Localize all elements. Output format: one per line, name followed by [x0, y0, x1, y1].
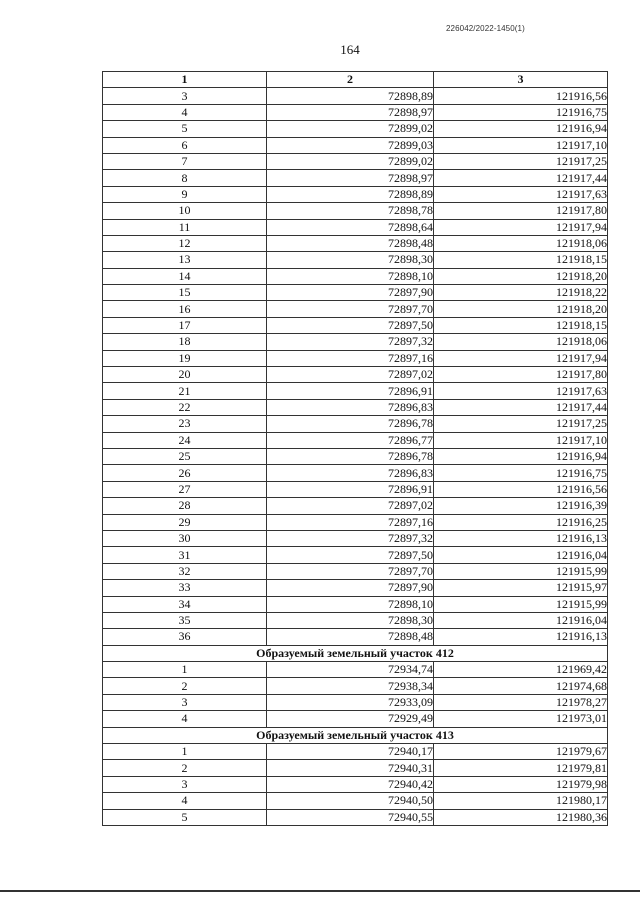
table-row: [103, 809, 608, 825]
point-number-cell: 6: [103, 137, 267, 153]
point-number-cell: 19: [103, 350, 267, 366]
x-coordinate-cell: 72938,34: [267, 678, 434, 694]
point-number-cell: 18: [103, 334, 267, 350]
table-row: [103, 121, 608, 137]
point-number-cell: 1: [103, 662, 267, 678]
y-coordinate-cell: 121980,36: [434, 809, 608, 825]
table-row: [103, 170, 608, 186]
x-coordinate-cell: 72898,97: [267, 104, 434, 120]
y-coordinate-cell: 121918,22: [434, 285, 608, 301]
point-number-cell: 36: [103, 629, 267, 645]
table-row: [103, 252, 608, 268]
y-coordinate-cell: 121969,42: [434, 662, 608, 678]
table-row: [103, 432, 608, 448]
point-number-cell: 3: [103, 694, 267, 710]
y-coordinate-cell: 121916,25: [434, 514, 608, 530]
x-coordinate-cell: 72898,10: [267, 596, 434, 612]
point-number-cell: 12: [103, 235, 267, 251]
x-coordinate-cell: 72896,78: [267, 416, 434, 432]
point-number-cell: 29: [103, 514, 267, 530]
x-coordinate-cell: 72897,32: [267, 530, 434, 546]
point-number-cell: 27: [103, 481, 267, 497]
table-row: [103, 776, 608, 792]
point-number-cell: 4: [103, 793, 267, 809]
y-coordinate-cell: 121916,56: [434, 88, 608, 104]
y-coordinate-cell: 121915,97: [434, 580, 608, 596]
point-number-cell: 16: [103, 301, 267, 317]
y-coordinate-cell: 121979,98: [434, 776, 608, 792]
x-coordinate-cell: 72929,49: [267, 711, 434, 727]
y-coordinate-cell: 121917,25: [434, 153, 608, 169]
point-number-cell: 5: [103, 809, 267, 825]
y-coordinate-cell: 121916,94: [434, 121, 608, 137]
table-row: [103, 367, 608, 383]
x-coordinate-cell: 72940,42: [267, 776, 434, 792]
x-coordinate-cell: 72896,83: [267, 465, 434, 481]
section-title-row: [103, 645, 608, 661]
x-coordinate-cell: 72896,91: [267, 481, 434, 497]
table-row: [103, 547, 608, 563]
point-number-cell: 2: [103, 678, 267, 694]
point-number-cell: 3: [103, 88, 267, 104]
table-row: [103, 317, 608, 333]
x-coordinate-cell: 72898,64: [267, 219, 434, 235]
y-coordinate-cell: 121917,10: [434, 137, 608, 153]
table-row: [103, 563, 608, 579]
y-coordinate-cell: 121974,68: [434, 678, 608, 694]
point-number-cell: 4: [103, 711, 267, 727]
table-row: [103, 711, 608, 727]
y-coordinate-cell: 121915,99: [434, 596, 608, 612]
table-row: [103, 416, 608, 432]
point-number-cell: 8: [103, 170, 267, 186]
table-row: [103, 448, 608, 464]
y-coordinate-cell: 121918,20: [434, 301, 608, 317]
point-number-cell: 31: [103, 547, 267, 563]
x-coordinate-cell: 72940,17: [267, 744, 434, 760]
x-coordinate-cell: 72897,32: [267, 334, 434, 350]
table-row: [103, 399, 608, 415]
table-row: [103, 137, 608, 153]
point-number-cell: 5: [103, 121, 267, 137]
table-row: [103, 481, 608, 497]
y-coordinate-cell: 121979,67: [434, 744, 608, 760]
point-number-cell: 30: [103, 530, 267, 546]
x-coordinate-cell: 72897,90: [267, 580, 434, 596]
table-row: [103, 580, 608, 596]
x-coordinate-cell: 72940,55: [267, 809, 434, 825]
table-row: [103, 678, 608, 694]
table-row: [103, 104, 608, 120]
table-row: [103, 662, 608, 678]
column-header: 3: [434, 72, 608, 88]
coordinates-table: [102, 71, 608, 826]
x-coordinate-cell: 72896,83: [267, 399, 434, 415]
x-coordinate-cell: 72897,02: [267, 498, 434, 514]
x-coordinate-cell: 72897,50: [267, 317, 434, 333]
x-coordinate-cell: 72897,02: [267, 367, 434, 383]
page-number: 164: [340, 42, 360, 57]
x-coordinate-cell: 72898,30: [267, 252, 434, 268]
point-number-cell: 32: [103, 563, 267, 579]
point-number-cell: 17: [103, 317, 267, 333]
x-coordinate-cell: 72896,77: [267, 432, 434, 448]
table-row: [103, 268, 608, 284]
point-number-cell: 3: [103, 776, 267, 792]
y-coordinate-cell: 121973,01: [434, 711, 608, 727]
y-coordinate-cell: 121916,56: [434, 481, 608, 497]
y-coordinate-cell: 121918,06: [434, 334, 608, 350]
point-number-cell: 13: [103, 252, 267, 268]
table-row: [103, 465, 608, 481]
point-number-cell: 1: [103, 744, 267, 760]
table-row: [103, 744, 608, 760]
section-title-row: [103, 727, 608, 743]
y-coordinate-cell: 121916,94: [434, 448, 608, 464]
y-coordinate-cell: 121916,04: [434, 547, 608, 563]
x-coordinate-cell: 72897,70: [267, 301, 434, 317]
table-row: [103, 514, 608, 530]
y-coordinate-cell: 121978,27: [434, 694, 608, 710]
footer-rule: [0, 890, 640, 892]
x-coordinate-cell: 72899,03: [267, 137, 434, 153]
y-coordinate-cell: 121917,94: [434, 350, 608, 366]
x-coordinate-cell: 72933,09: [267, 694, 434, 710]
table-row: [103, 596, 608, 612]
table-row: [103, 629, 608, 645]
point-number-cell: 10: [103, 203, 267, 219]
y-coordinate-cell: 121917,80: [434, 367, 608, 383]
y-coordinate-cell: 121918,20: [434, 268, 608, 284]
y-coordinate-cell: 121916,13: [434, 629, 608, 645]
table-row: [103, 301, 608, 317]
x-coordinate-cell: 72898,78: [267, 203, 434, 219]
point-number-cell: 28: [103, 498, 267, 514]
document-id: 226042/2022-1450(1): [446, 24, 525, 33]
y-coordinate-cell: 121917,80: [434, 203, 608, 219]
x-coordinate-cell: 72898,89: [267, 186, 434, 202]
y-coordinate-cell: 121918,06: [434, 235, 608, 251]
point-number-cell: 9: [103, 186, 267, 202]
table-row: [103, 760, 608, 776]
table-row: [103, 793, 608, 809]
table-row: [103, 285, 608, 301]
y-coordinate-cell: 121916,13: [434, 530, 608, 546]
y-coordinate-cell: 121917,63: [434, 186, 608, 202]
table-row: [103, 203, 608, 219]
point-number-cell: 24: [103, 432, 267, 448]
point-number-cell: 23: [103, 416, 267, 432]
y-coordinate-cell: 121916,39: [434, 498, 608, 514]
x-coordinate-cell: 72940,50: [267, 793, 434, 809]
point-number-cell: 26: [103, 465, 267, 481]
table-row: [103, 498, 608, 514]
point-number-cell: 11: [103, 219, 267, 235]
y-coordinate-cell: 121918,15: [434, 252, 608, 268]
y-coordinate-cell: 121916,75: [434, 465, 608, 481]
y-coordinate-cell: 121916,75: [434, 104, 608, 120]
table-body: [103, 88, 608, 826]
table-header-row: [103, 72, 608, 88]
point-number-cell: 21: [103, 383, 267, 399]
y-coordinate-cell: 121917,63: [434, 383, 608, 399]
point-number-cell: 25: [103, 448, 267, 464]
x-coordinate-cell: 72934,74: [267, 662, 434, 678]
y-coordinate-cell: 121916,04: [434, 612, 608, 628]
table-row: [103, 334, 608, 350]
y-coordinate-cell: 121918,15: [434, 317, 608, 333]
column-header: 2: [267, 72, 434, 88]
y-coordinate-cell: 121979,81: [434, 760, 608, 776]
x-coordinate-cell: 72897,16: [267, 350, 434, 366]
x-coordinate-cell: 72897,50: [267, 547, 434, 563]
x-coordinate-cell: 72897,16: [267, 514, 434, 530]
x-coordinate-cell: 72898,89: [267, 88, 434, 104]
point-number-cell: 35: [103, 612, 267, 628]
y-coordinate-cell: 121917,44: [434, 399, 608, 415]
x-coordinate-cell: 72897,90: [267, 285, 434, 301]
x-coordinate-cell: 72896,91: [267, 383, 434, 399]
x-coordinate-cell: 72897,70: [267, 563, 434, 579]
table-row: [103, 612, 608, 628]
point-number-cell: 20: [103, 367, 267, 383]
x-coordinate-cell: 72898,30: [267, 612, 434, 628]
x-coordinate-cell: 72899,02: [267, 121, 434, 137]
point-number-cell: 22: [103, 399, 267, 415]
table-row: [103, 186, 608, 202]
x-coordinate-cell: 72898,10: [267, 268, 434, 284]
y-coordinate-cell: 121917,25: [434, 416, 608, 432]
y-coordinate-cell: 121915,99: [434, 563, 608, 579]
y-coordinate-cell: 121980,17: [434, 793, 608, 809]
point-number-cell: 34: [103, 596, 267, 612]
x-coordinate-cell: 72898,48: [267, 235, 434, 251]
table-row: [103, 153, 608, 169]
column-header: 1: [103, 72, 267, 88]
point-number-cell: 7: [103, 153, 267, 169]
table-row: [103, 235, 608, 251]
table-row: [103, 88, 608, 104]
x-coordinate-cell: 72898,97: [267, 170, 434, 186]
point-number-cell: 33: [103, 580, 267, 596]
section-title: Образуемый земельный участок 412: [103, 645, 608, 661]
section-title: Образуемый земельный участок 413: [103, 727, 608, 743]
point-number-cell: 4: [103, 104, 267, 120]
x-coordinate-cell: 72896,78: [267, 448, 434, 464]
x-coordinate-cell: 72898,48: [267, 629, 434, 645]
table-row: [103, 530, 608, 546]
y-coordinate-cell: 121917,10: [434, 432, 608, 448]
point-number-cell: 15: [103, 285, 267, 301]
point-number-cell: 14: [103, 268, 267, 284]
x-coordinate-cell: 72940,31: [267, 760, 434, 776]
table-row: [103, 383, 608, 399]
table-row: [103, 350, 608, 366]
point-number-cell: 2: [103, 760, 267, 776]
y-coordinate-cell: 121917,94: [434, 219, 608, 235]
table-row: [103, 219, 608, 235]
table-row: [103, 694, 608, 710]
y-coordinate-cell: 121917,44: [434, 170, 608, 186]
x-coordinate-cell: 72899,02: [267, 153, 434, 169]
